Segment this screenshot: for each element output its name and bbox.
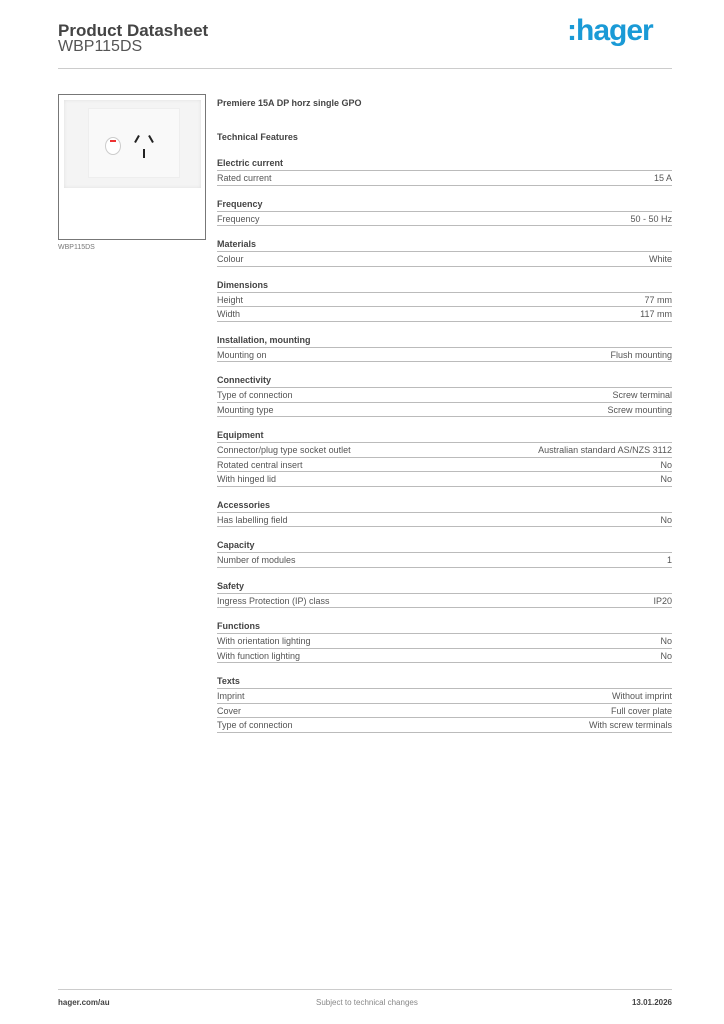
spec-row [217, 293, 672, 308]
spec-row [217, 388, 672, 403]
spec-value: No [660, 650, 672, 661]
spec-label: Ingress Protection (IP) class [217, 595, 330, 606]
spec-row [217, 458, 672, 473]
spec-value: 1 [666, 555, 672, 565]
spec-row [217, 718, 672, 733]
spec-label: Number of modules [217, 555, 296, 565]
spec-label: With function lighting [217, 650, 301, 661]
spec-value: No [660, 636, 672, 646]
spec-label: With hinged lid [217, 474, 277, 484]
footer-notice: Subject to technical changes [316, 998, 418, 1007]
technical-features [217, 96, 672, 733]
spec-label: Colour [217, 254, 244, 264]
spec-value: Screw terminal [612, 390, 672, 400]
hager-logo: :hager [567, 14, 653, 47]
spec-value: No [660, 459, 672, 470]
section-heading: Connectivity [217, 373, 672, 388]
section-heading: Electric current [217, 156, 672, 171]
spec-value: Australian standard AS/NZS 3112 [538, 445, 672, 455]
spec-label: Cover [217, 705, 242, 716]
spec-value: No [660, 474, 672, 484]
spec-label: Mounting on [217, 349, 267, 360]
spec-value: Screw mounting [607, 404, 672, 415]
spec-label: Height [217, 294, 244, 305]
spec-label: Imprint [217, 691, 245, 701]
spec-section [217, 156, 672, 186]
spec-row [217, 443, 672, 458]
spec-section [217, 619, 672, 663]
spec-value: White [648, 254, 672, 264]
switch-icon [105, 137, 121, 155]
section-heading: Functions [217, 619, 672, 634]
spec-row [217, 689, 672, 704]
footer-website[interactable]: hager.com/au [58, 998, 110, 1007]
spec-section [217, 579, 672, 609]
section-heading: Safety [217, 579, 672, 594]
spec-value: Full cover plate [610, 705, 672, 716]
spec-value: Without imprint [611, 691, 672, 701]
spec-row [217, 212, 672, 227]
footer-date: 13.01.2026 [631, 998, 672, 1007]
spec-label: Type of connection [217, 390, 293, 400]
section-heading: Equipment [217, 428, 672, 443]
spec-section [217, 197, 672, 227]
header-divider [58, 68, 672, 69]
section-heading: Texts [217, 674, 672, 689]
spec-row [217, 513, 672, 528]
product-name: Premiere 15A DP horz single GPO [217, 98, 362, 108]
spec-section [217, 373, 672, 417]
spec-value: With screw terminals [588, 720, 672, 730]
section-heading: Dimensions [217, 278, 672, 293]
spec-row [217, 634, 672, 649]
spec-section [217, 674, 672, 733]
spec-label: Rated current [217, 173, 272, 183]
page-title: Product Datasheet [58, 21, 209, 40]
spec-row [217, 649, 672, 664]
spec-value: Flush mounting [610, 349, 672, 360]
spec-section [217, 278, 672, 322]
spec-row [217, 594, 672, 609]
socket-plate [64, 100, 201, 188]
spec-value: 15 A [653, 173, 672, 183]
spec-value: 50 - 50 Hz [630, 213, 672, 224]
spec-label: Rotated central insert [217, 459, 303, 470]
spec-row [217, 403, 672, 418]
section-heading: Frequency [217, 197, 672, 212]
spec-label: Width [217, 309, 241, 319]
spec-section [217, 428, 672, 487]
product-image [58, 94, 206, 240]
spec-label: Mounting type [217, 404, 274, 415]
spec-value: No [660, 514, 672, 525]
section-heading: Accessories [217, 498, 672, 513]
section-heading: Materials [217, 237, 672, 252]
spec-section [217, 498, 672, 528]
spec-row [217, 252, 672, 267]
technical-features-heading: Technical Features [217, 132, 298, 142]
spec-row [217, 472, 672, 487]
section-heading: Installation, mounting [217, 333, 672, 348]
spec-label: Has labelling field [217, 514, 288, 525]
spec-value: 77 mm [644, 294, 672, 305]
spec-value: 117 mm [640, 309, 672, 319]
spec-row [217, 171, 672, 186]
spec-section [217, 333, 672, 363]
spec-row [217, 348, 672, 363]
spec-label: Frequency [217, 213, 260, 224]
spec-label: Type of connection [217, 720, 293, 730]
spec-value: IP20 [653, 595, 672, 606]
spec-row [217, 553, 672, 568]
footer-divider [58, 989, 672, 990]
image-caption: WBP115DS [58, 244, 95, 251]
spec-label: With orientation lighting [217, 636, 311, 646]
section-heading: Capacity [217, 538, 672, 553]
spec-row [217, 307, 672, 322]
spec-label: Connector/plug type socket outlet [217, 445, 351, 455]
product-code: WBP115DS [58, 38, 143, 55]
spec-section [217, 237, 672, 267]
spec-section [217, 538, 672, 568]
spec-row [217, 704, 672, 719]
